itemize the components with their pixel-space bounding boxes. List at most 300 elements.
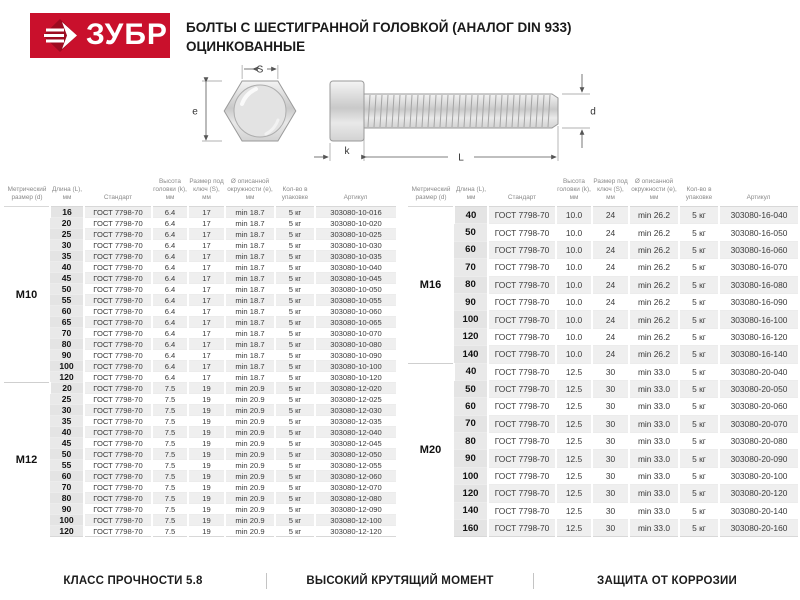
length-cell: 100 <box>50 361 84 372</box>
length-cell: 30 <box>50 405 84 416</box>
column-header: Длина (L), мм <box>50 176 84 207</box>
standard-cell: ГОСТ 7798-70 <box>84 394 152 405</box>
article-cell: 303080-10-070 <box>315 328 396 339</box>
standard-cell: ГОСТ 7798-70 <box>488 207 556 224</box>
length-cell: 45 <box>50 273 84 284</box>
wrench-size-cell: 30 <box>592 467 629 484</box>
article-cell: 303080-10-030 <box>315 240 396 251</box>
qty-cell: 5 кг <box>275 251 315 262</box>
article-cell: 303080-10-040 <box>315 262 396 273</box>
dim-label-l: L <box>458 152 464 164</box>
head-height-cell: 10.0 <box>556 346 592 363</box>
wrench-size-cell: 30 <box>592 380 629 397</box>
wrench-size-cell: 30 <box>592 485 629 502</box>
circumscribed-circle-cell: min 33.0 <box>629 415 679 432</box>
table-row <box>408 293 798 310</box>
table-row <box>4 328 396 339</box>
circumscribed-circle-cell: min 26.2 <box>629 276 679 293</box>
standard-cell: ГОСТ 7798-70 <box>84 317 152 328</box>
qty-cell: 5 кг <box>275 317 315 328</box>
qty-cell: 5 кг <box>679 224 719 241</box>
circumscribed-circle-cell: min 26.2 <box>629 259 679 276</box>
article-cell: 303080-16-120 <box>719 328 798 345</box>
article-cell: 303080-20-160 <box>719 520 798 537</box>
column-header: Метрический размер (d) <box>4 176 50 207</box>
length-cell: 120 <box>454 328 488 345</box>
head-height-cell: 6.4 <box>152 328 188 339</box>
article-cell: 303080-10-120 <box>315 372 396 383</box>
article-cell: 303080-20-080 <box>719 433 798 450</box>
metric-size-label: M10 <box>4 207 50 383</box>
length-cell: 90 <box>454 293 488 310</box>
spec-table-m10-m12 <box>4 176 396 537</box>
article-cell: 303080-12-070 <box>315 482 396 493</box>
standard-cell: ГОСТ 7798-70 <box>84 471 152 482</box>
qty-cell: 5 кг <box>275 416 315 427</box>
qty-cell: 5 кг <box>275 372 315 383</box>
standard-cell: ГОСТ 7798-70 <box>84 339 152 350</box>
head-height-cell: 6.4 <box>152 262 188 273</box>
head-height-cell: 6.4 <box>152 273 188 284</box>
column-header: Ø описанной окружности (e), мм <box>225 176 275 207</box>
length-cell: 120 <box>50 526 84 537</box>
table-row <box>4 515 396 526</box>
wrench-size-cell: 24 <box>592 328 629 345</box>
circumscribed-circle-cell: min 20.9 <box>225 460 275 471</box>
wrench-size-cell: 30 <box>592 520 629 537</box>
wrench-size-cell: 19 <box>188 438 225 449</box>
length-cell: 40 <box>50 262 84 273</box>
table-row <box>408 259 798 276</box>
circumscribed-circle-cell: min 20.9 <box>225 416 275 427</box>
table-row <box>4 394 396 405</box>
wrench-size-cell: 30 <box>592 398 629 415</box>
article-cell: 303080-10-035 <box>315 251 396 262</box>
wrench-size-cell: 17 <box>188 229 225 240</box>
circumscribed-circle-cell: min 33.0 <box>629 433 679 450</box>
head-height-cell: 10.0 <box>556 207 592 224</box>
wrench-size-cell: 19 <box>188 416 225 427</box>
circumscribed-circle-cell: min 18.7 <box>225 361 275 372</box>
standard-cell: ГОСТ 7798-70 <box>488 363 556 380</box>
zubr-logo <box>30 13 170 58</box>
length-cell: 60 <box>454 241 488 258</box>
bolt-drawing-svg <box>190 60 600 172</box>
qty-cell: 5 кг <box>679 311 719 328</box>
circumscribed-circle-cell: min 26.2 <box>629 293 679 310</box>
head-height-cell: 12.5 <box>556 380 592 397</box>
standard-cell: ГОСТ 7798-70 <box>488 224 556 241</box>
header-row <box>4 176 396 207</box>
head-height-cell: 7.5 <box>152 504 188 515</box>
column-header: Длина (L), мм <box>454 176 488 207</box>
wrench-size-cell: 17 <box>188 251 225 262</box>
length-cell: 100 <box>454 467 488 484</box>
table-row <box>408 380 798 397</box>
length-cell: 70 <box>50 482 84 493</box>
qty-cell: 5 кг <box>275 306 315 317</box>
article-cell: 303080-16-070 <box>719 259 798 276</box>
circumscribed-circle-cell: min 18.7 <box>225 229 275 240</box>
length-cell: 140 <box>454 502 488 519</box>
head-height-cell: 12.5 <box>556 485 592 502</box>
table-row <box>4 427 396 438</box>
article-cell: 303080-12-080 <box>315 493 396 504</box>
article-cell: 303080-10-016 <box>315 207 396 218</box>
standard-cell: ГОСТ 7798-70 <box>84 372 152 383</box>
circumscribed-circle-cell: min 18.7 <box>225 339 275 350</box>
qty-cell: 5 кг <box>275 229 315 240</box>
dim-label-e: e <box>192 106 198 118</box>
head-height-cell: 10.0 <box>556 276 592 293</box>
head-height-cell: 12.5 <box>556 450 592 467</box>
circumscribed-circle-cell: min 20.9 <box>225 493 275 504</box>
article-cell: 303080-20-040 <box>719 363 798 380</box>
article-cell: 303080-10-100 <box>315 361 396 372</box>
length-cell: 35 <box>50 416 84 427</box>
table-row <box>4 273 396 284</box>
head-height-cell: 10.0 <box>556 311 592 328</box>
length-cell: 20 <box>50 383 84 394</box>
column-header: Артикул <box>719 176 798 207</box>
table-row <box>408 502 798 519</box>
table-row <box>408 363 798 380</box>
head-height-cell: 7.5 <box>152 438 188 449</box>
circumscribed-circle-cell: min 20.9 <box>225 515 275 526</box>
head-height-cell: 12.5 <box>556 363 592 380</box>
wrench-size-cell: 19 <box>188 515 225 526</box>
head-height-cell: 10.0 <box>556 259 592 276</box>
column-header: Размер под ключ (S), мм <box>188 176 225 207</box>
standard-cell: ГОСТ 7798-70 <box>488 502 556 519</box>
circumscribed-circle-cell: min 26.2 <box>629 328 679 345</box>
standard-cell: ГОСТ 7798-70 <box>488 311 556 328</box>
article-cell: 303080-12-100 <box>315 515 396 526</box>
qty-cell: 5 кг <box>679 207 719 224</box>
metric-size-label: M20 <box>408 363 454 537</box>
qty-cell: 5 кг <box>275 427 315 438</box>
circumscribed-circle-cell: min 18.7 <box>225 372 275 383</box>
table-row <box>4 383 396 394</box>
table-row <box>4 504 396 515</box>
wrench-size-cell: 24 <box>592 293 629 310</box>
wrench-size-cell: 17 <box>188 262 225 273</box>
spec-table-m16-m20 <box>408 176 798 537</box>
qty-cell: 5 кг <box>275 328 315 339</box>
standard-cell: ГОСТ 7798-70 <box>84 482 152 493</box>
qty-cell: 5 кг <box>679 328 719 345</box>
table-row <box>4 350 396 361</box>
qty-cell: 5 кг <box>679 346 719 363</box>
title-line2: ОЦИНКОВАННЫЕ <box>186 38 306 54</box>
length-cell: 60 <box>50 471 84 482</box>
head-height-cell: 10.0 <box>556 328 592 345</box>
wrench-size-cell: 19 <box>188 471 225 482</box>
article-cell: 303080-10-020 <box>315 218 396 229</box>
wrench-size-cell: 19 <box>188 394 225 405</box>
standard-cell: ГОСТ 7798-70 <box>84 218 152 229</box>
circumscribed-circle-cell: min 26.2 <box>629 311 679 328</box>
column-header: Ø описанной окружности (e), мм <box>629 176 679 207</box>
wrench-size-cell: 19 <box>188 449 225 460</box>
article-cell: 303080-10-060 <box>315 306 396 317</box>
table-row <box>4 229 396 240</box>
table-row <box>4 405 396 416</box>
table-row <box>4 482 396 493</box>
head-height-cell: 7.5 <box>152 427 188 438</box>
table-row <box>4 493 396 504</box>
article-cell: 303080-12-045 <box>315 438 396 449</box>
wrench-size-cell: 24 <box>592 276 629 293</box>
wrench-size-cell: 19 <box>188 460 225 471</box>
article-cell: 303080-12-030 <box>315 405 396 416</box>
standard-cell: ГОСТ 7798-70 <box>84 449 152 460</box>
head-height-cell: 10.0 <box>556 224 592 241</box>
table-row <box>408 467 798 484</box>
circumscribed-circle-cell: min 33.0 <box>629 520 679 537</box>
head-height-cell: 6.4 <box>152 361 188 372</box>
wrench-size-cell: 17 <box>188 284 225 295</box>
standard-cell: ГОСТ 7798-70 <box>84 504 152 515</box>
column-header: Высота головки (k), мм <box>556 176 592 207</box>
qty-cell: 5 кг <box>679 363 719 380</box>
qty-cell: 5 кг <box>275 405 315 416</box>
column-header: Метрический размер (d) <box>408 176 454 207</box>
length-cell: 100 <box>454 311 488 328</box>
article-cell: 303080-16-100 <box>719 311 798 328</box>
head-height-cell: 12.5 <box>556 433 592 450</box>
standard-cell: ГОСТ 7798-70 <box>84 515 152 526</box>
qty-cell: 5 кг <box>679 502 719 519</box>
head-height-cell: 6.4 <box>152 350 188 361</box>
qty-cell: 5 кг <box>679 293 719 310</box>
table-row <box>4 218 396 229</box>
standard-cell: ГОСТ 7798-70 <box>84 240 152 251</box>
head-height-cell: 6.4 <box>152 218 188 229</box>
wrench-size-cell: 24 <box>592 346 629 363</box>
circumscribed-circle-cell: min 18.7 <box>225 306 275 317</box>
standard-cell: ГОСТ 7798-70 <box>488 259 556 276</box>
table-row <box>408 433 798 450</box>
article-cell: 303080-20-060 <box>719 398 798 415</box>
table-row <box>4 449 396 460</box>
table-row <box>408 346 798 363</box>
qty-cell: 5 кг <box>679 450 719 467</box>
circumscribed-circle-cell: min 20.9 <box>225 427 275 438</box>
standard-cell: ГОСТ 7798-70 <box>488 415 556 432</box>
length-cell: 80 <box>454 433 488 450</box>
circumscribed-circle-cell: min 20.9 <box>225 504 275 515</box>
metric-size-label: M12 <box>4 383 50 537</box>
article-cell: 303080-12-040 <box>315 427 396 438</box>
dim-label-k: k <box>344 146 350 157</box>
wrench-size-cell: 17 <box>188 218 225 229</box>
qty-cell: 5 кг <box>679 485 719 502</box>
wrench-size-cell: 17 <box>188 273 225 284</box>
circumscribed-circle-cell: min 20.9 <box>225 405 275 416</box>
wrench-size-cell: 19 <box>188 383 225 394</box>
qty-cell: 5 кг <box>275 284 315 295</box>
head-height-cell: 7.5 <box>152 515 188 526</box>
circumscribed-circle-cell: min 26.2 <box>629 241 679 258</box>
circumscribed-circle-cell: min 18.7 <box>225 262 275 273</box>
standard-cell: ГОСТ 7798-70 <box>84 383 152 394</box>
standard-cell: ГОСТ 7798-70 <box>84 493 152 504</box>
standard-cell: ГОСТ 7798-70 <box>84 306 152 317</box>
title-line1: БОЛТЫ С ШЕСТИГРАННОЙ ГОЛОВКОЙ (АНАЛОГ DIN 933) <box>186 20 572 35</box>
wrench-size-cell: 17 <box>188 350 225 361</box>
length-cell: 80 <box>454 276 488 293</box>
article-cell: 303080-12-020 <box>315 383 396 394</box>
zubr-arrow-icon <box>38 13 82 58</box>
length-cell: 25 <box>50 229 84 240</box>
head-height-cell: 7.5 <box>152 526 188 537</box>
head-height-cell: 6.4 <box>152 284 188 295</box>
length-cell: 90 <box>454 450 488 467</box>
standard-cell: ГОСТ 7798-70 <box>84 251 152 262</box>
standard-cell: ГОСТ 7798-70 <box>488 520 556 537</box>
circumscribed-circle-cell: min 18.7 <box>225 295 275 306</box>
table-row <box>4 251 396 262</box>
wrench-size-cell: 24 <box>592 241 629 258</box>
standard-cell: ГОСТ 7798-70 <box>488 467 556 484</box>
wrench-size-cell: 30 <box>592 450 629 467</box>
circumscribed-circle-cell: min 18.7 <box>225 207 275 218</box>
qty-cell: 5 кг <box>275 438 315 449</box>
article-cell: 303080-10-065 <box>315 317 396 328</box>
wrench-size-cell: 17 <box>188 240 225 251</box>
wrench-size-cell: 17 <box>188 339 225 350</box>
length-cell: 40 <box>454 207 488 224</box>
footer-item-torque: ВЫСОКИЙ КРУТЯЩИЙ МОМЕНТ <box>306 575 494 587</box>
header-row <box>408 176 798 207</box>
circumscribed-circle-cell: min 18.7 <box>225 240 275 251</box>
qty-cell: 5 кг <box>679 241 719 258</box>
table-row <box>408 276 798 293</box>
article-cell: 303080-20-100 <box>719 467 798 484</box>
table-row <box>4 284 396 295</box>
article-cell: 303080-20-070 <box>719 415 798 432</box>
column-header: Высота головки (k), мм <box>152 176 188 207</box>
article-cell: 303080-20-090 <box>719 450 798 467</box>
table-row <box>4 526 396 537</box>
length-cell: 35 <box>50 251 84 262</box>
length-cell: 45 <box>50 438 84 449</box>
qty-cell: 5 кг <box>679 467 719 484</box>
article-cell: 303080-10-045 <box>315 273 396 284</box>
table-row <box>4 317 396 328</box>
article-cell: 303080-12-090 <box>315 504 396 515</box>
circumscribed-circle-cell: min 20.9 <box>225 394 275 405</box>
head-height-cell: 12.5 <box>556 467 592 484</box>
length-cell: 50 <box>50 449 84 460</box>
qty-cell: 5 кг <box>275 350 315 361</box>
table-row <box>408 207 798 224</box>
head-height-cell: 6.4 <box>152 207 188 218</box>
dim-label-s: S <box>256 64 264 76</box>
table-row <box>4 416 396 427</box>
head-height-cell: 10.0 <box>556 241 592 258</box>
article-cell: 303080-20-140 <box>719 502 798 519</box>
circumscribed-circle-cell: min 18.7 <box>225 273 275 284</box>
qty-cell: 5 кг <box>679 380 719 397</box>
metric-size-label: M16 <box>408 207 454 364</box>
length-cell: 50 <box>454 380 488 397</box>
column-header: Стандарт <box>488 176 556 207</box>
bolt-diagram <box>190 60 600 172</box>
length-cell: 90 <box>50 350 84 361</box>
qty-cell: 5 кг <box>275 295 315 306</box>
wrench-size-cell: 17 <box>188 361 225 372</box>
standard-cell: ГОСТ 7798-70 <box>84 460 152 471</box>
length-cell: 160 <box>454 520 488 537</box>
table-row <box>4 438 396 449</box>
column-header: Стандарт <box>84 176 152 207</box>
table-row <box>408 241 798 258</box>
circumscribed-circle-cell: min 33.0 <box>629 467 679 484</box>
qty-cell: 5 кг <box>679 415 719 432</box>
table-row <box>408 415 798 432</box>
length-cell: 70 <box>454 259 488 276</box>
standard-cell: ГОСТ 7798-70 <box>84 284 152 295</box>
wrench-size-cell: 30 <box>592 502 629 519</box>
standard-cell: ГОСТ 7798-70 <box>84 416 152 427</box>
article-cell: 303080-16-140 <box>719 346 798 363</box>
circumscribed-circle-cell: min 20.9 <box>225 526 275 537</box>
length-cell: 30 <box>50 240 84 251</box>
article-cell: 303080-16-040 <box>719 207 798 224</box>
table-row <box>408 520 798 537</box>
qty-cell: 5 кг <box>275 449 315 460</box>
qty-cell: 5 кг <box>679 276 719 293</box>
head-height-cell: 7.5 <box>152 493 188 504</box>
standard-cell: ГОСТ 7798-70 <box>84 262 152 273</box>
circumscribed-circle-cell: min 18.7 <box>225 284 275 295</box>
standard-cell: ГОСТ 7798-70 <box>84 207 152 218</box>
wrench-size-cell: 30 <box>592 433 629 450</box>
article-cell: 303080-12-035 <box>315 416 396 427</box>
wrench-size-cell: 24 <box>592 259 629 276</box>
wrench-size-cell: 24 <box>592 207 629 224</box>
circumscribed-circle-cell: min 18.7 <box>225 317 275 328</box>
circumscribed-circle-cell: min 18.7 <box>225 251 275 262</box>
column-header: Размер под ключ (S), мм <box>592 176 629 207</box>
head-height-cell: 7.5 <box>152 471 188 482</box>
head-boss-circle <box>234 85 286 137</box>
qty-cell: 5 кг <box>275 394 315 405</box>
article-cell: 303080-12-120 <box>315 526 396 537</box>
article-cell: 303080-16-060 <box>719 241 798 258</box>
wrench-size-cell: 30 <box>592 415 629 432</box>
length-cell: 70 <box>50 328 84 339</box>
table-row <box>408 328 798 345</box>
page-title <box>186 19 572 57</box>
article-cell: 303080-12-055 <box>315 460 396 471</box>
circumscribed-circle-cell: min 33.0 <box>629 363 679 380</box>
circumscribed-circle-cell: min 18.7 <box>225 350 275 361</box>
length-cell: 120 <box>50 372 84 383</box>
standard-cell: ГОСТ 7798-70 <box>84 405 152 416</box>
qty-cell: 5 кг <box>275 460 315 471</box>
wrench-size-cell: 19 <box>188 405 225 416</box>
qty-cell: 5 кг <box>679 520 719 537</box>
table-row <box>4 460 396 471</box>
head-height-cell: 7.5 <box>152 482 188 493</box>
wrench-size-cell: 17 <box>188 328 225 339</box>
article-cell: 303080-16-090 <box>719 293 798 310</box>
head-height-cell: 7.5 <box>152 416 188 427</box>
table-row <box>4 372 396 383</box>
